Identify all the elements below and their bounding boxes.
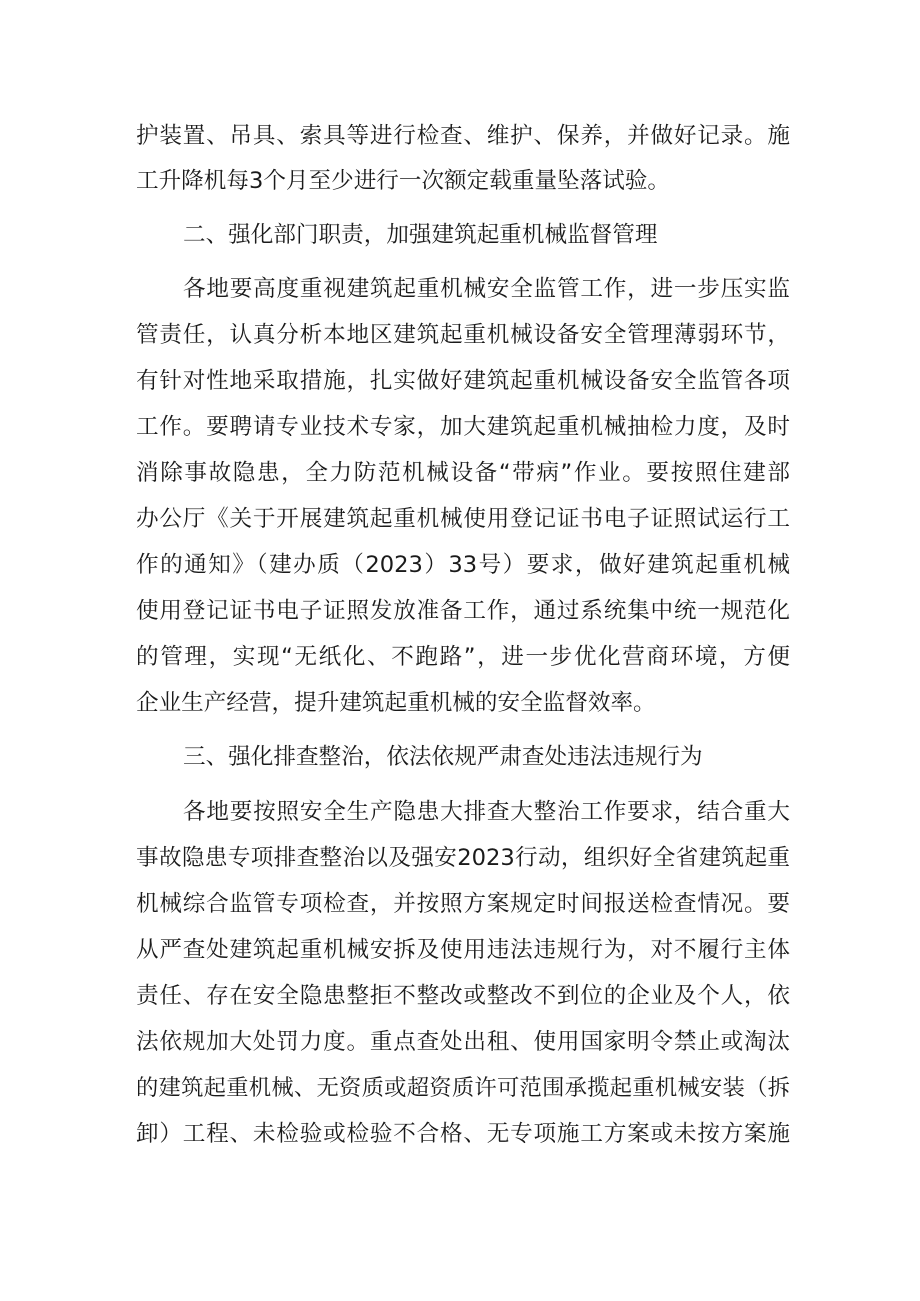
- paragraph-line: 各地要按照安全生产隐患大排查大整治工作要求，结合重大: [183, 799, 790, 825]
- paragraph-line: 的建筑起重机械、无资质或超资质许可范围承揽起重机械安装（拆: [136, 1075, 790, 1101]
- paragraph-line: 机械综合监管专项检查，并按照方案规定时间报送检查情况。要: [136, 891, 790, 917]
- paragraph-line: 有针对性地采取措施，扎实做好建筑起重机械设备安全监管各项: [136, 368, 790, 394]
- paragraph-line: 使用登记证书电子证照发放准备工作，通过系统集中统一规范化: [136, 598, 790, 624]
- paragraph-line: 各地要高度重视建筑起重机械安全监管工作，进一步压实监: [183, 276, 790, 302]
- paragraph-line: 卸）工程、未检验或检验不合格、无专项施工方案或未按方案施: [136, 1121, 790, 1147]
- section-heading: 二、强化部门职责，加强建筑起重机械监督管理: [183, 222, 658, 248]
- paragraph-line: 作的通知》（建办质（2023）33号）要求，做好建筑起重机械: [136, 552, 790, 578]
- paragraph-line: 企业生产经营，提升建筑起重机械的安全监督效率。: [136, 690, 656, 716]
- paragraph-line: 管责任，认真分析本地区建筑起重机械设备安全管理薄弱环节，: [136, 322, 790, 348]
- paragraph-line: 事故隐患专项排查整治以及强安2023行动，组织好全省建筑起重: [136, 845, 790, 871]
- paragraph-line: 的管理，实现“无纸化、不跑路”，进一步优化营商环境，方便: [136, 644, 790, 670]
- paragraph-line: 护装置、吊具、索具等进行检查、维护、保养，并做好记录。施: [136, 123, 790, 149]
- paragraph-line: 工升降机每3个月至少进行一次额定载重量坠落试验。: [136, 168, 671, 194]
- paragraph-line: 法依规加大处罚力度。重点查处出租、使用国家明令禁止或淘汰: [136, 1029, 790, 1055]
- paragraph-line: 消除事故隐患，全力防范机械设备“带病”作业。要按照住建部: [136, 460, 790, 486]
- section-heading: 三、强化排查整治，依法依规严肃查处违法违规行为: [183, 744, 703, 770]
- paragraph-line: 从严查处建筑起重机械安拆及使用违法违规行为，对不履行主体: [136, 937, 790, 963]
- paragraph-line: 办公厅《关于开展建筑起重机械使用登记证书电子证照试运行工: [136, 506, 790, 532]
- paragraph-line: 责任、存在安全隐患整拒不整改或整改不到位的企业及个人，依: [136, 983, 790, 1009]
- paragraph-line: 工作。要聘请专业技术专家，加大建筑起重机械抽检力度，及时: [136, 414, 790, 440]
